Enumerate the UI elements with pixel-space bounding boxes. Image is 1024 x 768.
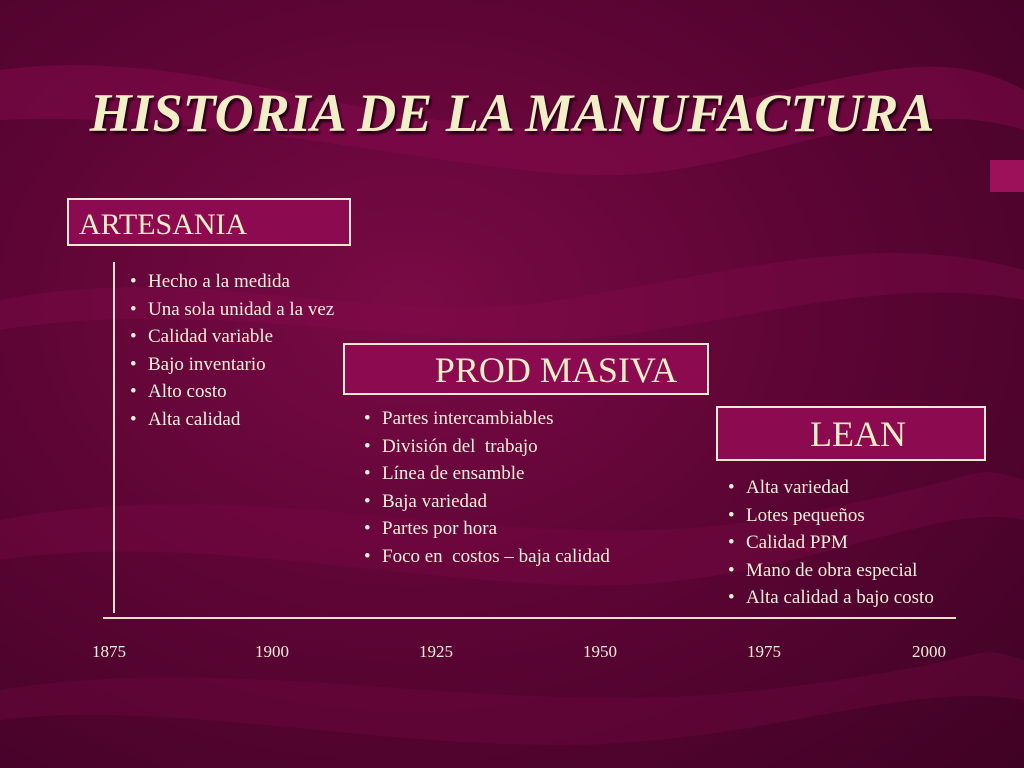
artesania-list xyxy=(128,268,334,433)
list-item: • Lotes pequeños xyxy=(726,502,934,530)
list-item: • Alta calidad a bajo costo xyxy=(726,584,934,612)
timeline-vertical-axis xyxy=(113,262,115,613)
lean-box: LEAN xyxy=(716,406,986,461)
list-item: • División del trabajo xyxy=(362,433,610,461)
list-item: • Alto costo xyxy=(128,378,334,406)
year-label: 1950 xyxy=(583,642,617,661)
list-item: • Mano de obra especial xyxy=(726,557,934,585)
slide-title: HISTORIA DE LA MANUFACTURA xyxy=(89,83,935,143)
list-item: • Foco en costos – baja calidad xyxy=(362,543,610,571)
lean-list xyxy=(726,474,934,612)
year-label: 1875 xyxy=(92,642,126,661)
year-label: 1975 xyxy=(747,642,781,661)
list-item: • Baja variedad xyxy=(362,488,610,516)
timeline-horizontal-axis xyxy=(103,617,956,619)
prod-masiva-list xyxy=(362,405,610,570)
list-item: • Línea de ensamble xyxy=(362,460,610,488)
list-item: • Alta variedad xyxy=(726,474,934,502)
list-item: • Partes intercambiables xyxy=(362,405,610,433)
list-item: • Alta calidad xyxy=(128,406,334,434)
list-item: • Partes por hora xyxy=(362,515,610,543)
list-item: • Una sola unidad a la vez xyxy=(128,296,334,324)
list-item: • Calidad PPM xyxy=(726,529,934,557)
year-label: 1925 xyxy=(419,642,453,661)
prod-masiva-box: PROD MASIVA xyxy=(343,343,709,395)
year-label: 2000 xyxy=(912,642,946,661)
list-item: • Calidad variable xyxy=(128,323,334,351)
list-item: • Hecho a la medida xyxy=(128,268,334,296)
artesania-box: ARTESANIA xyxy=(67,198,351,246)
list-item: • Bajo inventario xyxy=(128,351,334,379)
year-label: 1900 xyxy=(255,642,289,661)
